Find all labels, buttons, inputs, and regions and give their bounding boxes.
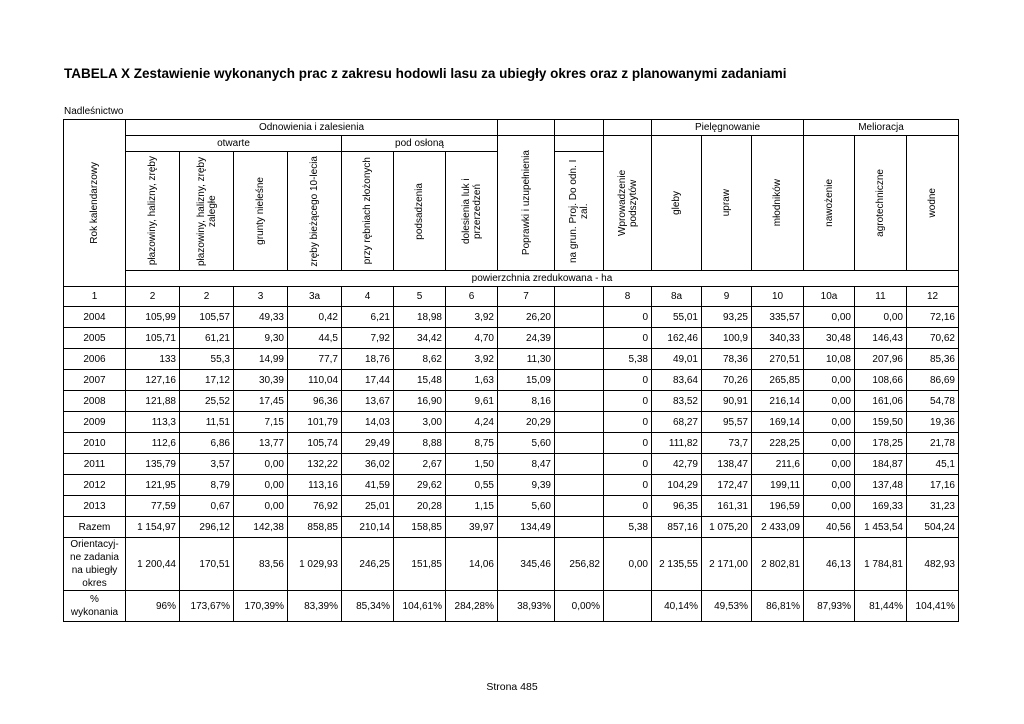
table-cell: 211,6: [752, 454, 804, 475]
table-cell: 0: [604, 433, 652, 454]
table-cell: 16,90: [394, 391, 446, 412]
table-cell: 151,85: [394, 538, 446, 591]
table-cell: 17,12: [180, 370, 234, 391]
header-c5: przy rębniach złożonych: [342, 152, 394, 271]
table-cell: 162,46: [652, 328, 702, 349]
table-cell: 105,71: [126, 328, 180, 349]
table-cell: 93,25: [702, 307, 752, 328]
table-cell: 18,98: [394, 307, 446, 328]
table-cell: 30,48: [804, 328, 855, 349]
header-c13: młodników: [752, 136, 804, 271]
table-cell: 20,29: [498, 412, 555, 433]
table-row: [64, 349, 959, 370]
header-c8: Poprawki i uzupełnienia: [498, 136, 555, 271]
table-cell: 857,16: [652, 517, 702, 538]
table-cell: 25,52: [180, 391, 234, 412]
table-cell: 8,79: [180, 475, 234, 496]
header-c16: wodne: [907, 136, 959, 271]
table-cell: 210,14: [342, 517, 394, 538]
table-cell: 0: [604, 391, 652, 412]
table-cell: 256,82: [555, 538, 604, 591]
table-cell: 13,77: [234, 433, 288, 454]
table-cell: 0,00: [234, 496, 288, 517]
table-cell: 5,60: [498, 433, 555, 454]
table-cell: 83,64: [652, 370, 702, 391]
table-cell: 3,00: [394, 412, 446, 433]
header-c7: dolesienia luk i przerzedzeń: [446, 152, 498, 271]
table-cell: 104,41%: [907, 591, 959, 622]
table-cell: 81,44%: [855, 591, 907, 622]
row-label: 2012: [64, 475, 126, 496]
row-label: 2006: [64, 349, 126, 370]
table-cell: 34,42: [394, 328, 446, 349]
table-cell: 504,24: [907, 517, 959, 538]
row-label: 2005: [64, 328, 126, 349]
table-cell: 9,61: [446, 391, 498, 412]
table-cell: 8,47: [498, 454, 555, 475]
table-cell: 9,30: [234, 328, 288, 349]
table-cell: 0,00: [804, 307, 855, 328]
header-c4: zręby bieżącego 10-lecia: [288, 152, 342, 271]
table-row: [64, 433, 959, 454]
table-cell: 70,62: [907, 328, 959, 349]
table-cell: 76,92: [288, 496, 342, 517]
table-cell: 1 154,97: [126, 517, 180, 538]
table-row: [64, 475, 959, 496]
table-cell: 159,50: [855, 412, 907, 433]
table-cell: 83,56: [234, 538, 288, 591]
table-cell: 39,97: [446, 517, 498, 538]
table-cell: 68,27: [652, 412, 702, 433]
table-cell: 73,7: [702, 433, 752, 454]
table-cell: [555, 412, 604, 433]
table-cell: 270,51: [752, 349, 804, 370]
table-cell: [555, 496, 604, 517]
header-c6: podsadzenia: [394, 152, 446, 271]
header-c9: na grun. Proj. Do odn. I zal.: [555, 152, 604, 271]
table-cell: 49,53%: [702, 591, 752, 622]
table-cell: 127,16: [126, 370, 180, 391]
header-c3: grunty nieleśne: [234, 152, 288, 271]
table-cell: 83,39%: [288, 591, 342, 622]
row-label: % wykonania: [64, 591, 126, 622]
table-cell: 78,36: [702, 349, 752, 370]
table-cell: 4,24: [446, 412, 498, 433]
table-cell: 0,00: [604, 538, 652, 591]
table-cell: 3,92: [446, 349, 498, 370]
table-cell: 170,51: [180, 538, 234, 591]
table-cell: 0,00: [804, 454, 855, 475]
table-cell: 0: [604, 307, 652, 328]
table-cell: 1,63: [446, 370, 498, 391]
wykonanie-row: [64, 591, 959, 622]
table-cell: 46,13: [804, 538, 855, 591]
table-cell: [555, 475, 604, 496]
table-cell: 77,59: [126, 496, 180, 517]
header-c11: gleby: [652, 136, 702, 271]
table-cell: 6,86: [180, 433, 234, 454]
table-cell: 10,08: [804, 349, 855, 370]
table-cell: 105,74: [288, 433, 342, 454]
table-row: [64, 412, 959, 433]
table-cell: 11,51: [180, 412, 234, 433]
table-cell: 85,36: [907, 349, 959, 370]
table-cell: 0,42: [288, 307, 342, 328]
table-cell: 0,00%: [555, 591, 604, 622]
table-cell: 42,79: [652, 454, 702, 475]
table-row: [64, 370, 959, 391]
table-cell: 45,1: [907, 454, 959, 475]
table-cell: 2 433,09: [752, 517, 804, 538]
table-cell: 70,26: [702, 370, 752, 391]
table-cell: 55,3: [180, 349, 234, 370]
table-cell: 134,49: [498, 517, 555, 538]
table-cell: 95,57: [702, 412, 752, 433]
header-c10: Wprowadzenie podszytów: [604, 136, 652, 271]
row-label: 2011: [64, 454, 126, 475]
table-row: [64, 307, 959, 328]
table-cell: 18,76: [342, 349, 394, 370]
table-cell: 0,00: [804, 370, 855, 391]
table-cell: 85,34%: [342, 591, 394, 622]
table-cell: 0,00: [804, 412, 855, 433]
header-c15: agrotechniczne: [855, 136, 907, 271]
table-cell: 121,95: [126, 475, 180, 496]
table-cell: 5,38: [604, 517, 652, 538]
row-label: 2010: [64, 433, 126, 454]
table-cell: 169,33: [855, 496, 907, 517]
table-cell: 138,47: [702, 454, 752, 475]
table-cell: 7,92: [342, 328, 394, 349]
table-cell: 17,45: [234, 391, 288, 412]
table-cell: 14,06: [446, 538, 498, 591]
page-number: Strona 485: [486, 681, 538, 693]
row-label: 2007: [64, 370, 126, 391]
header-rok: Rok kalendarzowy: [64, 120, 126, 287]
header-c1: płazowiny, halizny, zręby: [126, 152, 180, 271]
table-cell: 77,7: [288, 349, 342, 370]
table-cell: 0,00: [804, 433, 855, 454]
row-label: Razem: [64, 517, 126, 538]
table-cell: 20,28: [394, 496, 446, 517]
table-cell: 0,55: [446, 475, 498, 496]
column-numbers-row: 1 2 2 3 3a 4 5 6 7 8 8a 9 10 10a 11 12: [64, 287, 959, 307]
table-cell: 1 200,44: [126, 538, 180, 591]
header-pielegnowanie: Pielęgnowanie: [652, 120, 804, 136]
table-cell: 132,22: [288, 454, 342, 475]
row-label: 2009: [64, 412, 126, 433]
table-cell: 284,28%: [446, 591, 498, 622]
table-cell: 296,12: [180, 517, 234, 538]
table-cell: 26,20: [498, 307, 555, 328]
table-cell: 110,04: [288, 370, 342, 391]
header-odnowienia: Odnowienia i zalesienia: [126, 120, 498, 136]
table-cell: 21,78: [907, 433, 959, 454]
table-cell: 96,36: [288, 391, 342, 412]
table-cell: 14,03: [342, 412, 394, 433]
table-cell: 0: [604, 475, 652, 496]
table-cell: 228,25: [752, 433, 804, 454]
table-cell: 0,67: [180, 496, 234, 517]
table-cell: 5,38: [604, 349, 652, 370]
table-row: [64, 328, 959, 349]
table-cell: 104,29: [652, 475, 702, 496]
table-cell: 8,16: [498, 391, 555, 412]
table-cell: 0: [604, 370, 652, 391]
table-cell: [555, 307, 604, 328]
table-cell: 1,15: [446, 496, 498, 517]
table-cell: 142,38: [234, 517, 288, 538]
row-label: Orientacyj-ne zadania na ubiegły okres: [64, 538, 126, 591]
table-row: [64, 454, 959, 475]
table-body: [64, 307, 959, 517]
table-cell: 11,30: [498, 349, 555, 370]
header-c12: upraw: [702, 136, 752, 271]
table-cell: 2 135,55: [652, 538, 702, 591]
table-cell: 104,61%: [394, 591, 446, 622]
table-cell: 169,14: [752, 412, 804, 433]
table-cell: 135,79: [126, 454, 180, 475]
table-cell: 86,69: [907, 370, 959, 391]
table-cell: 0,00: [234, 475, 288, 496]
table-cell: 1,50: [446, 454, 498, 475]
table-cell: 40,56: [804, 517, 855, 538]
table-cell: 265,85: [752, 370, 804, 391]
table-cell: 0,00: [804, 475, 855, 496]
table-cell: 7,15: [234, 412, 288, 433]
table-cell: 83,52: [652, 391, 702, 412]
table-cell: 96,35: [652, 496, 702, 517]
table-cell: 13,67: [342, 391, 394, 412]
header-melioracja: Melioracja: [804, 120, 959, 136]
table-cell: 61,21: [180, 328, 234, 349]
table-cell: 49,33: [234, 307, 288, 328]
table-cell: 29,49: [342, 433, 394, 454]
table-cell: 161,06: [855, 391, 907, 412]
table-cell: 173,67%: [180, 591, 234, 622]
table-cell: 216,14: [752, 391, 804, 412]
header-c2: płazowiny, halizny, zręby zaległe: [180, 152, 234, 271]
table-cell: 8,75: [446, 433, 498, 454]
table-cell: 246,25: [342, 538, 394, 591]
table-cell: 5,60: [498, 496, 555, 517]
table-cell: 133: [126, 349, 180, 370]
table-cell: 90,91: [702, 391, 752, 412]
table-cell: 3,57: [180, 454, 234, 475]
table-cell: 15,48: [394, 370, 446, 391]
table-cell: 178,25: [855, 433, 907, 454]
table-cell: 137,48: [855, 475, 907, 496]
table-cell: 2,67: [394, 454, 446, 475]
table-cell: 2 802,81: [752, 538, 804, 591]
table-row: [64, 496, 959, 517]
table-cell: 8,62: [394, 349, 446, 370]
table-cell: 31,23: [907, 496, 959, 517]
orientacyjne-row: [64, 538, 959, 591]
table-cell: 54,78: [907, 391, 959, 412]
table-cell: 146,43: [855, 328, 907, 349]
table-cell: 1 075,20: [702, 517, 752, 538]
table-cell: [555, 370, 604, 391]
table-cell: 335,57: [752, 307, 804, 328]
table-cell: 87,93%: [804, 591, 855, 622]
table-cell: 96%: [126, 591, 180, 622]
table-cell: [555, 433, 604, 454]
table-cell: 113,3: [126, 412, 180, 433]
table-cell: 1 784,81: [855, 538, 907, 591]
table-cell: 170,39%: [234, 591, 288, 622]
table-cell: 3,92: [446, 307, 498, 328]
table-cell: 9,39: [498, 475, 555, 496]
table-cell: 161,31: [702, 496, 752, 517]
table-cell: [555, 328, 604, 349]
table-cell: 49,01: [652, 349, 702, 370]
table-cell: 29,62: [394, 475, 446, 496]
table-cell: [555, 391, 604, 412]
table-cell: 14,99: [234, 349, 288, 370]
row-label: 2008: [64, 391, 126, 412]
table-cell: 2 171,00: [702, 538, 752, 591]
table-cell: 105,57: [180, 307, 234, 328]
table-cell: 0,00: [855, 307, 907, 328]
table-cell: 1 029,93: [288, 538, 342, 591]
table-cell: 172,47: [702, 475, 752, 496]
table-cell: 100,9: [702, 328, 752, 349]
razem-row: [64, 517, 959, 538]
table-cell: 4,70: [446, 328, 498, 349]
table-cell: 41,59: [342, 475, 394, 496]
table-cell: 24,39: [498, 328, 555, 349]
forestry-table: [63, 119, 959, 622]
table-cell: 72,16: [907, 307, 959, 328]
table-cell: [555, 517, 604, 538]
table-cell: 108,66: [855, 370, 907, 391]
table-cell: 482,93: [907, 538, 959, 591]
table-cell: 345,46: [498, 538, 555, 591]
table-cell: 105,99: [126, 307, 180, 328]
header-otwarte: otwarte: [126, 136, 342, 152]
table-cell: 340,33: [752, 328, 804, 349]
row-label: 2013: [64, 496, 126, 517]
table-cell: 158,85: [394, 517, 446, 538]
table-cell: 8,88: [394, 433, 446, 454]
nadlesnictwo-label: Nadleśnictwo: [64, 106, 124, 117]
table-cell: [555, 454, 604, 475]
table-cell: 0,00: [804, 496, 855, 517]
table-cell: 0,00: [804, 391, 855, 412]
table-cell: 1 453,54: [855, 517, 907, 538]
table-cell: 121,88: [126, 391, 180, 412]
table-cell: 38,93%: [498, 591, 555, 622]
table-cell: 207,96: [855, 349, 907, 370]
table-cell: 36,02: [342, 454, 394, 475]
table-cell: 55,01: [652, 307, 702, 328]
table-cell: 0,00: [234, 454, 288, 475]
table-cell: 111,82: [652, 433, 702, 454]
row-label: 2004: [64, 307, 126, 328]
table-cell: 0: [604, 412, 652, 433]
table-cell: 101,79: [288, 412, 342, 433]
table-cell: 113,16: [288, 475, 342, 496]
table-cell: 25,01: [342, 496, 394, 517]
table-cell: [604, 591, 652, 622]
table-cell: 199,11: [752, 475, 804, 496]
table-cell: 0: [604, 454, 652, 475]
table-cell: 17,44: [342, 370, 394, 391]
table-cell: 86,81%: [752, 591, 804, 622]
table-cell: 40,14%: [652, 591, 702, 622]
page-title: TABELA X Zestawienie wykonanych prac z zakresu hodowli lasu za ubiegły okres oraz z planowanymi zadaniami: [64, 66, 787, 81]
table-cell: 44,5: [288, 328, 342, 349]
header-pod-oslona: pod osłoną: [342, 136, 498, 152]
table-cell: 184,87: [855, 454, 907, 475]
table-cell: 17,16: [907, 475, 959, 496]
table-cell: 15,09: [498, 370, 555, 391]
table-cell: 6,21: [342, 307, 394, 328]
table-cell: 19,36: [907, 412, 959, 433]
table-cell: 0: [604, 328, 652, 349]
table-cell: 0: [604, 496, 652, 517]
table-cell: 30,39: [234, 370, 288, 391]
units-label: powierzchnia zredukowana - ha: [126, 271, 959, 287]
header-c14: nawożenie: [804, 136, 855, 271]
table-cell: 196,59: [752, 496, 804, 517]
table-row: [64, 391, 959, 412]
table-cell: 858,85: [288, 517, 342, 538]
table-cell: 112,6: [126, 433, 180, 454]
table-cell: [555, 349, 604, 370]
